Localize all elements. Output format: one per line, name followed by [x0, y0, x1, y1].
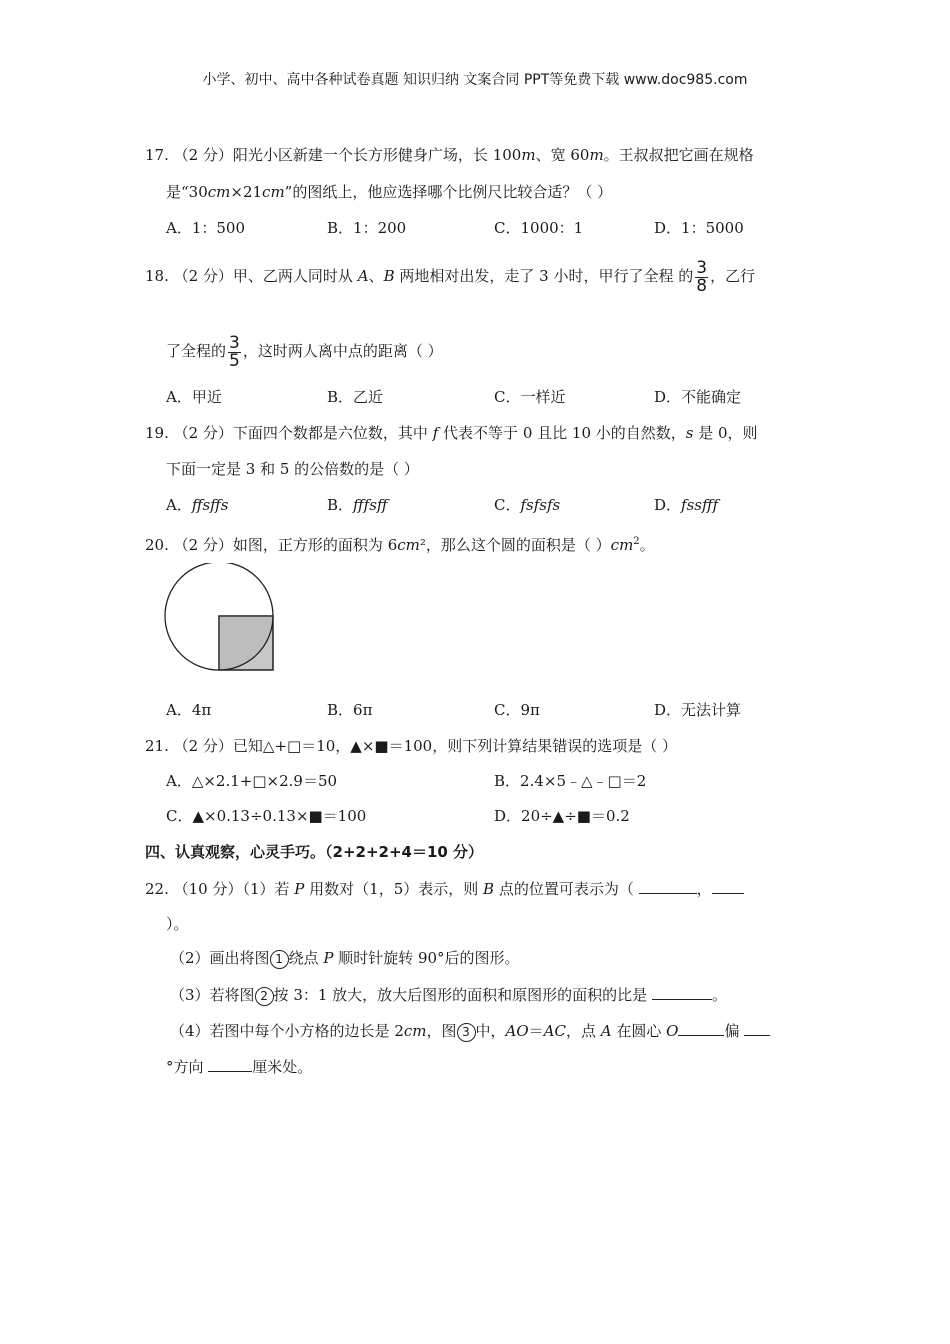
q22-part4-cont: °方向 厘米处。: [166, 1058, 313, 1076]
q18-line2: 了全程的 $\frac{3}{5}$ ，这时两人离中点的距离（ ）: [166, 332, 443, 371]
q21-option-c: C．▲×0.13÷0.13×■＝100: [166, 807, 367, 825]
answer-blank: [678, 1020, 724, 1036]
q20-option-a: A．4π: [166, 701, 212, 719]
q22-part3: （3）若将图 2 按 3：1 放大，放大后图形的面积和原图形的面积的比是 。: [170, 986, 727, 1004]
fraction-3-8: $\frac{3}{8}$: [696, 257, 708, 296]
answer-blank: [652, 984, 712, 1000]
page-header: 小学、初中、高中各种试卷真题 知识归纳 文案合同 PPT等免费下载 www.doc985.com: [202, 72, 748, 88]
q19-option-d: D．fssfff: [654, 496, 719, 514]
q17-line2: 是“30cm×21cm”的图纸上，他应选择哪个比例尺比较合适？（ ）: [166, 183, 613, 201]
circled-number-3: 3: [457, 1023, 476, 1042]
q21-line1: 21. （2 分）已知△+□＝10，▲×■＝100，则下列计算结果错误的选项是（ ）: [145, 737, 677, 755]
q20-option-d: D．无法计算: [654, 701, 742, 719]
q19-line2: 下面一定是 3 和 5 的公倍数的是（ ）: [166, 460, 419, 478]
answer-blank: [744, 1020, 770, 1036]
q19-line1: 19. （2 分）下面四个数都是六位数，其中 f 代表不等于 0 且比 10 小的自然数，s 是 0，则: [145, 424, 758, 442]
q19-option-a: A．ffsffs: [166, 496, 229, 514]
q22-line2: ）。: [166, 915, 189, 933]
q17-option-d: D．1：5000: [654, 219, 744, 237]
q20-option-c: C．9π: [494, 701, 540, 719]
q18-option-d: D．不能确定: [654, 388, 742, 406]
circled-number-1: 1: [270, 950, 289, 969]
section-4-title: 四、认真观察，心灵手巧。（2+2+2+4＝10 分）: [145, 843, 484, 861]
circle-square-figure: [162, 563, 278, 675]
circled-number-2: 2: [255, 987, 274, 1006]
answer-blank: [639, 878, 697, 894]
fraction-3-5: $\frac{3}{5}$: [229, 332, 240, 371]
q17-option-c: C．1000：1: [494, 219, 584, 237]
q21-option-d: D．20÷▲÷■＝0.2: [494, 807, 630, 825]
q17-option-a: A．1：500: [166, 219, 246, 237]
q18-option-b: B．乙近: [327, 388, 384, 406]
answer-blank: [712, 878, 744, 894]
q19-option-c: C．fsfsfs: [494, 496, 561, 514]
q22-part4: （4）若图中每个小方格的边长是 2cm，图 3 中，AO＝AC，点 A 在圆心 O 偏: [170, 1020, 770, 1042]
q21-option-b: B．2.4×5﹣△﹣□＝2: [494, 772, 647, 790]
q17-line1: 17. （2 分）阳光小区新建一个长方形健身广场，长 100m、宽 60m。王叔叔把它画在规格: [145, 146, 754, 164]
q20-line1: 20. （2 分）如图，正方形的面积为 6cm²，那么这个圆的面积是（ ）$cm^2$。: [145, 536, 655, 554]
q20-option-b: B．6π: [327, 701, 373, 719]
q21-option-a: A．△×2.1+□×2.9＝50: [166, 772, 338, 790]
q22-part2: （2）画出将图 1 绕点 P 顺时针旋转 90°后的图形。: [170, 949, 520, 967]
q18-option-a: A．甲近: [166, 388, 222, 406]
q18-line1: 18. （2 分）甲、乙两人同时从 A、B 两地相对出发，走了 3 小时，甲行了全程 的 $\frac{3}{8}$ ，乙行: [145, 257, 756, 296]
q22-line1: 22. （10 分）（1）若 P 用数对（1，5）表示，则 B 点的位置可表示为（ ，: [145, 878, 744, 899]
q19-option-b: B．fffsff: [327, 496, 388, 514]
answer-blank: [208, 1056, 252, 1072]
q18-option-c: C．一样近: [494, 388, 566, 406]
q17-option-b: B．1：200: [327, 219, 407, 237]
